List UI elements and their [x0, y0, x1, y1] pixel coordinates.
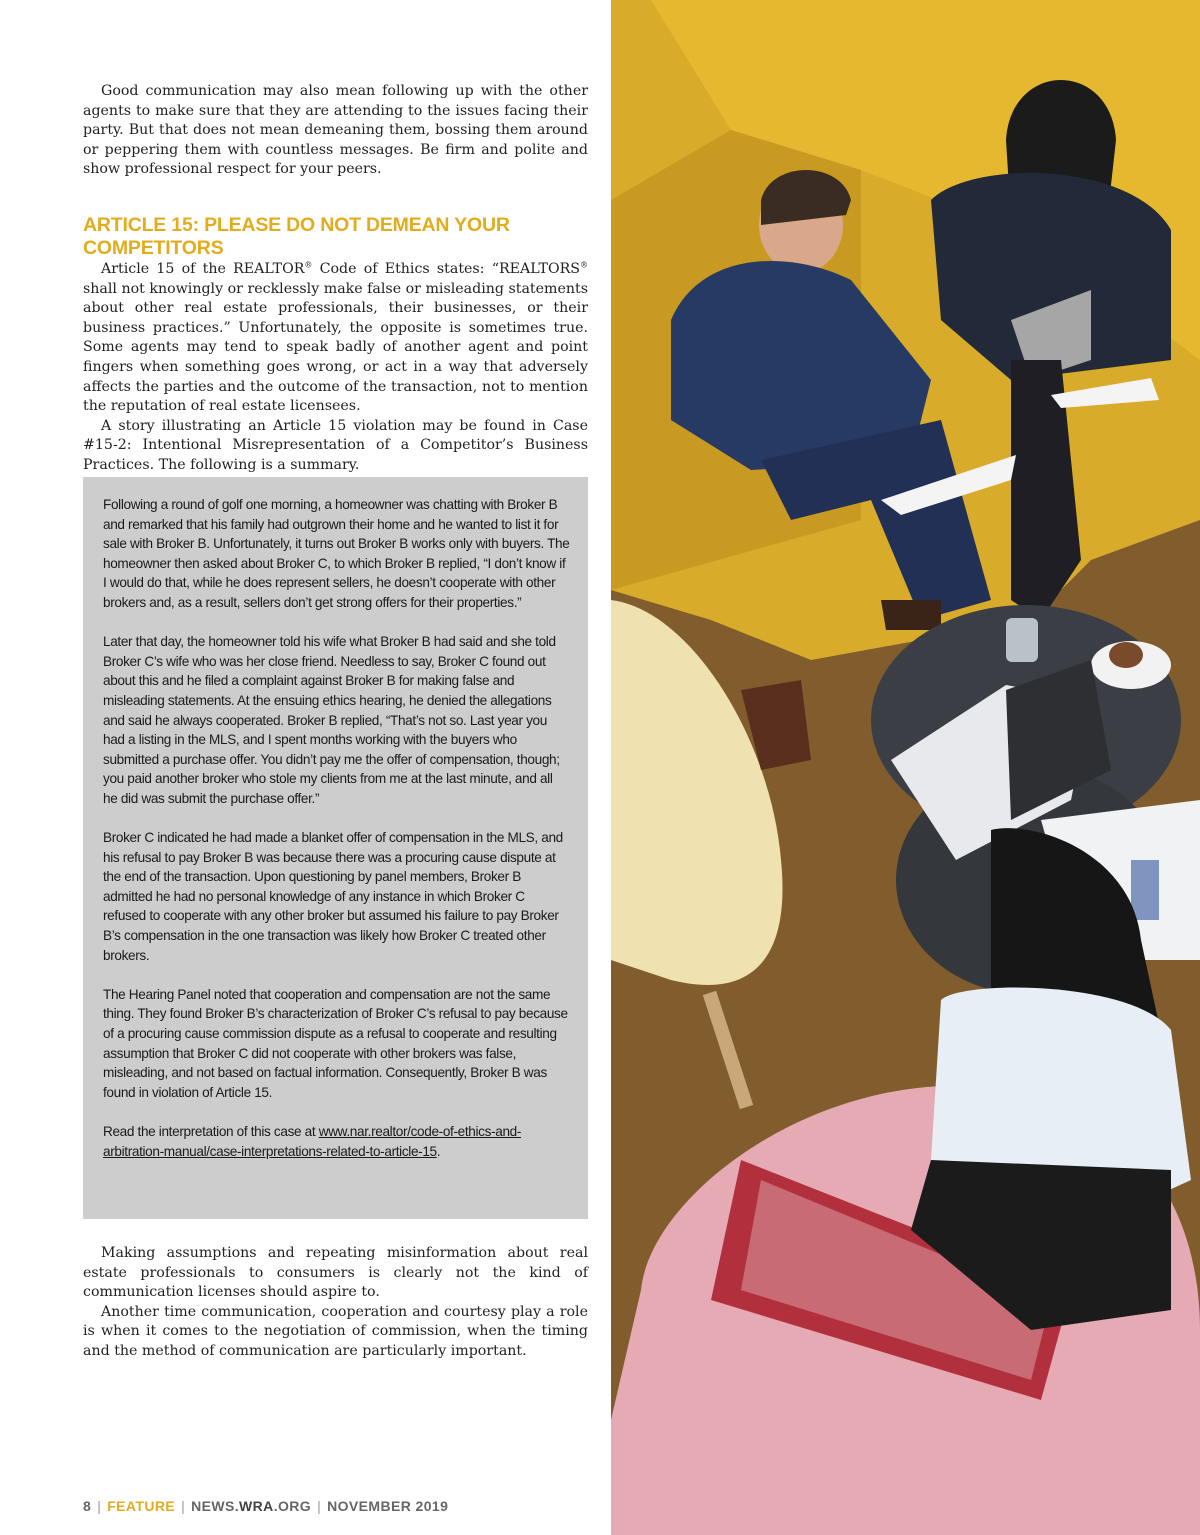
heading-line-2: COMPETITORS [83, 236, 224, 259]
page-number: 8 [83, 1498, 92, 1514]
intro-paragraph: Good communication may also mean following up with the other agents to make sure that they are attending to the issues facing their party. But that does not mean demeaning them, bossing them around or peppering them with countless messages. Be firm and polite and show professional respect for your peers. [83, 83, 588, 178]
article-paragraph-2: A story illustrating an Article 15 violation may be found in Case #15-2: Intentional Misrepresentation of a Competitor’s Business Practices. The following is a summary. [83, 417, 588, 473]
document-chart [1131, 860, 1159, 920]
meeting-illustration [611, 0, 1200, 1535]
meeting-photo [611, 0, 1200, 1535]
registered-mark: ® [304, 260, 313, 270]
case-paragraph-4: The Hearing Panel noted that cooperation and compensation are not the same thing. They found Broker B’s characterization of Broker C’s refusal to pay because of a procuring cause commission dispute as a refusal to cooperate and resulting assumption that Broker C did not cooperate with other brokers was false, misleading, and not based on factual information. Consequently, Broker B was found in violation of Article 15. [103, 986, 568, 1100]
article-paragraph-1 [83, 260, 588, 417]
case-summary-box [83, 477, 588, 1219]
article-heading [83, 214, 588, 260]
water-glass [1006, 618, 1038, 662]
case-interpretation-link[interactable]: www.nar.realtor/code-of-ethics-and-arbitration-manual/case-interpretations-related-to-article-15 [103, 1124, 522, 1159]
site-suffix: .ORG [273, 1498, 312, 1514]
intro-column [83, 82, 588, 476]
section-label: FEATURE [107, 1498, 176, 1514]
case-link-prefix: Read the interpretation of this case at [103, 1124, 319, 1139]
site-brand: WRA [239, 1498, 274, 1514]
case-link-suffix: . [436, 1143, 441, 1159]
case-paragraph-1: Following a round of golf one morning, a homeowner was chatting with Broker B and remarked that his family had outgrown their home and he wanted to list it for sale with Broker B. Unfortunately, it turns out Broker B works only with buyers. The homeowner then asked about Broker C, to which Broker B replied, “I don’t know if I would do that, while he does represent sellers, he doesn’t cooperate with other brokers and, as a result, sellers don’t get strong offers for their properties.” [103, 497, 570, 610]
man-shoe-2 [881, 600, 941, 630]
footer-separator: | [181, 1498, 186, 1514]
article-text-a: Article 15 of the REALTOR [101, 260, 305, 277]
footer-separator: | [317, 1498, 322, 1514]
case-paragraph-2: Later that day, the homeowner told his wife what Broker B had said and she told Broker C’s wife who was her close friend. Needless to say, Broker C found out about this and he filed a complaint against Broker B for making false and misleading statements. At the ensuing ethics hearing, he denied the allegations and said he always cooperated. Broker B replied, “That’s not so. Last year you had a listing in the MLS, and I spent months working with the buyers who submitted a purchase offer. You didn’t pay me the offer of compensation, though; you paid another broker who stole my clients from me at the last minute, and all he did was submit the purchase offer.” [103, 634, 560, 806]
site-prefix: NEWS. [191, 1498, 240, 1514]
closing-paragraph-1: Making assumptions and repeating misinformation about real estate professionals to consumers is clearly not the kind of communication licenses should aspire to. [83, 1245, 588, 1301]
case-paragraph-3: Broker C indicated he had made a blanket offer of compensation in the MLS, and his refusal to pay Broker B was because there was a procuring cause dispute at the end of the transaction. Upon questioning by panel members, Broker B admitted he had no personal knowledge of any instance in which Broker C refused to cooperate with any other broker but assumed his failure to pay Broker B’s compensation in the one transaction was likely how Broker C treated other brokers. [103, 830, 563, 963]
coffee-cup [1109, 642, 1143, 668]
case-paragraph-5 [103, 1122, 570, 1161]
article-text-c: shall not knowingly or recklessly make false or misleading statements about other real estate professionals, their businesses, or their business practices.” Unfortunately, the opposite is sometimes true. Some agents may tend to speak badly of another agent and point fingers when something goes wrong, or act in a way that adversely affects the parties and the outcome of the transaction, not to mention the reputation of real estate licensees. [83, 280, 588, 415]
heading-line-1: ARTICLE 15: PLEASE DO NOT DEMEAN YOUR [83, 213, 510, 236]
footer-separator: | [97, 1498, 102, 1514]
closing-paragraph-2: Another time communication, cooperation and courtesy play a role is when it comes to the negotiation of commission, when the timing and the method of communication are particularly important. [83, 1303, 588, 1359]
closing-column [83, 1244, 588, 1362]
registered-mark: ® [580, 260, 588, 270]
article-text-b: Code of Ethics states: “REALTORS [312, 260, 580, 277]
page-footer [83, 1498, 448, 1514]
issue-date: NOVEMBER 2019 [327, 1498, 449, 1514]
